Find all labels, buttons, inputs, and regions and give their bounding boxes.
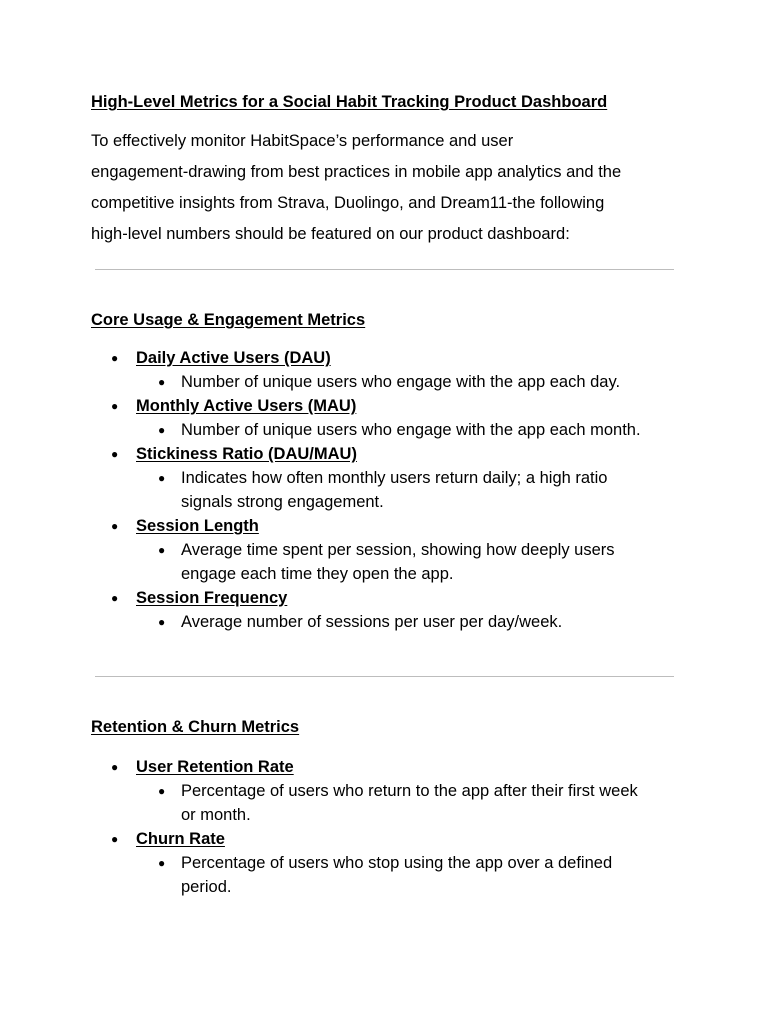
bullet-icon: ● [158, 423, 166, 437]
bullet-icon: ● [111, 832, 119, 846]
bullet-icon: ● [158, 856, 166, 870]
section-heading-core-usage: Core Usage & Engagement Metrics [91, 311, 366, 329]
list-item [0, 755, 768, 779]
description-line: period. [181, 878, 232, 896]
description-line: or month. [181, 806, 251, 824]
bullet-icon: ● [111, 447, 119, 461]
document-title: High-Level Metrics for a Social Habit Tracking Product Dashboard [91, 93, 608, 111]
list-item-description [0, 779, 768, 827]
bullet-icon: ● [158, 471, 166, 485]
description-line: Average time spent per session, showing how deeply users [181, 541, 615, 559]
metric-label-stickiness: Stickiness Ratio (DAU/MAU) [136, 445, 357, 463]
metric-label-session-frequency: Session Frequency [136, 589, 288, 607]
list-item-description [0, 851, 768, 899]
bullet-icon: ● [111, 519, 119, 533]
description-line: Percentage of users who stop using the app over a defined [181, 854, 613, 872]
bullet-icon: ● [111, 351, 119, 365]
bullet-icon: ● [111, 399, 119, 413]
list-item-description [0, 418, 768, 442]
metric-label-mau: Monthly Active Users (MAU) [136, 397, 357, 415]
description-line: Number of unique users who engage with the app each month. [181, 421, 641, 439]
list-item-description [0, 370, 768, 394]
description-line: Average number of sessions per user per day/week. [181, 613, 563, 631]
metric-label-retention-rate: User Retention Rate [136, 758, 294, 776]
description-line: signals strong engagement. [181, 493, 384, 511]
bullet-icon: ● [111, 760, 119, 774]
metric-label-session-length: Session Length [136, 517, 259, 535]
bullet-icon: ● [111, 591, 119, 605]
description-line: engage each time they open the app. [181, 565, 454, 583]
section-heading-retention-churn: Retention & Churn Metrics [91, 718, 300, 736]
description-line: Percentage of users who return to the app after their first week [181, 782, 638, 800]
bullet-icon: ● [158, 375, 166, 389]
list-item [0, 346, 768, 370]
intro-line: competitive insights from Strava, Duolingo, and Dream11-the following [91, 194, 605, 212]
section-divider [95, 269, 674, 270]
retention-churn-list [0, 755, 768, 899]
list-item-description [0, 610, 768, 634]
list-item [0, 586, 768, 610]
list-item [0, 827, 768, 851]
list-item-description [0, 466, 768, 514]
section-divider [95, 676, 674, 677]
list-item [0, 442, 768, 466]
description-line: Indicates how often monthly users return daily; a high ratio [181, 469, 608, 487]
metric-label-dau: Daily Active Users (DAU) [136, 349, 331, 367]
list-item-description [0, 538, 768, 586]
intro-line: engagement-drawing from best practices in mobile app analytics and the [91, 163, 622, 181]
intro-line: To effectively monitor HabitSpace’s performance and user [91, 132, 514, 150]
bullet-icon: ● [158, 543, 166, 557]
description-line: Number of unique users who engage with the app each day. [181, 373, 621, 391]
bullet-icon: ● [158, 784, 166, 798]
bullet-icon: ● [158, 615, 166, 629]
list-item [0, 394, 768, 418]
core-usage-list [0, 346, 768, 634]
list-item [0, 514, 768, 538]
metric-label-churn-rate: Churn Rate [136, 830, 225, 848]
intro-paragraph [91, 126, 711, 250]
intro-line: high-level numbers should be featured on our product dashboard: [91, 225, 570, 243]
